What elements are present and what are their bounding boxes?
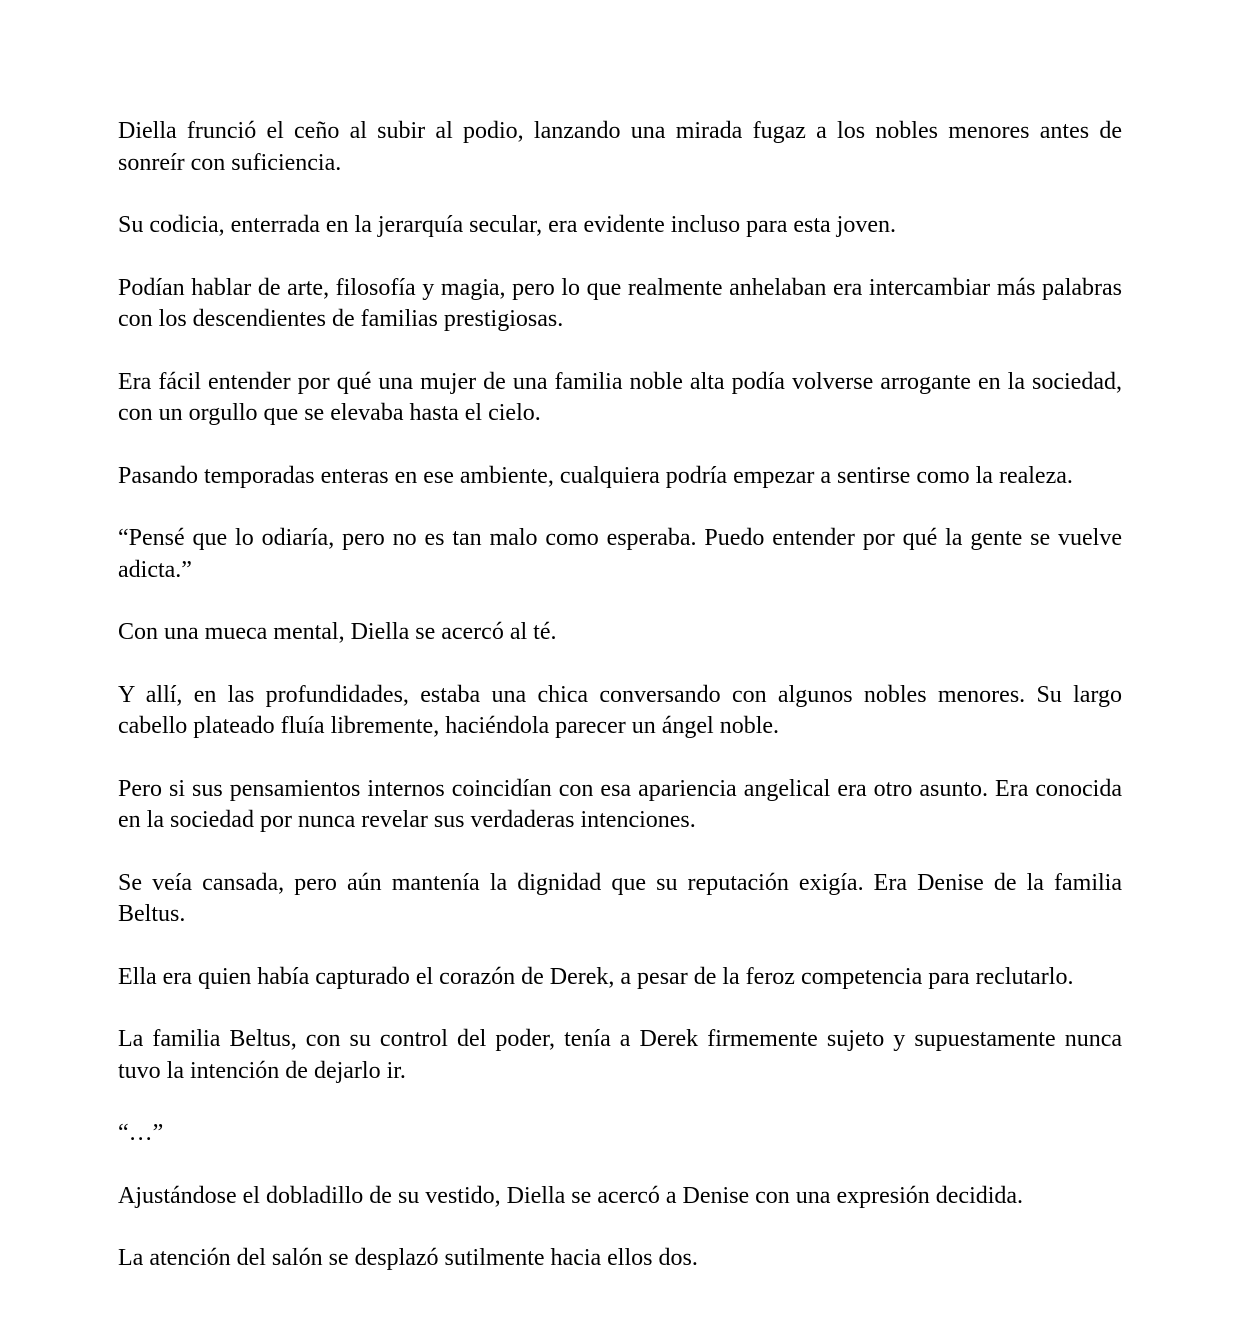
paragraph: Con una mueca mental, Diella se acercó al té.: [118, 619, 557, 645]
paragraph: Ajustándose el dobladillo de su vestido, Diella se acercó a Denise con una expresión decidida.: [118, 1182, 1024, 1209]
paragraph: “Pensé que lo odiaría, pero no es tan malo como esperaba. Puedo entender por qué la gente se vuelve adicta.”: [118, 525, 1122, 583]
paragraph: “…”: [118, 1120, 164, 1146]
paragraph: Pasando temporadas enteras en ese ambiente, cualquiera podría empezar a sentirse como la realeza.: [118, 462, 1073, 489]
paragraph: La familia Beltus, con su control del poder, tenía a Derek firmemente sujeto y supuestamente nunca tuvo la intención de dejarlo ir.: [118, 1026, 1122, 1084]
paragraph: Su codicia, enterrada en la jerarquía secular, era evidente incluso para esta joven.: [118, 212, 896, 238]
paragraph: Y allí, en las profundidades, estaba una chica conversando con algunos nobles menores. Su largo cabello plateado fluía libremente, haciéndola parecer un ángel noble.: [118, 681, 1122, 739]
paragraph: Era fácil entender por qué una mujer de una familia noble alta podía volverse arrogante en la sociedad, con un orgullo que se elevaba hasta el cielo.: [118, 368, 1122, 426]
paragraph: Diella frunció el ceño al subir al podio, lanzando una mirada fugaz a los nobles menores antes de sonreír con suficiencia.: [118, 118, 1122, 176]
paragraph: La atención del salón se desplazó sutilmente hacia ellos dos.: [118, 1245, 698, 1271]
paragraph: Ella era quien había capturado el corazón de Derek, a pesar de la feroz competencia para reclutarlo.: [118, 963, 1074, 990]
paragraph: Podían hablar de arte, filosofía y magia, pero lo que realmente anhelaban era intercambiar más palabras con los descendientes de familias prestigiosas.: [118, 274, 1122, 332]
paragraph: Pero si sus pensamientos internos coincidían con esa apariencia angelical era otro asunto. Era conocida en la sociedad por nunca revelar sus verdaderas intenciones.: [118, 775, 1122, 833]
document-body: [118, 116, 1122, 1275]
paragraph: Se veía cansada, pero aún mantenía la dignidad que su reputación exigía. Era Denise de la familia Beltus.: [118, 869, 1122, 927]
